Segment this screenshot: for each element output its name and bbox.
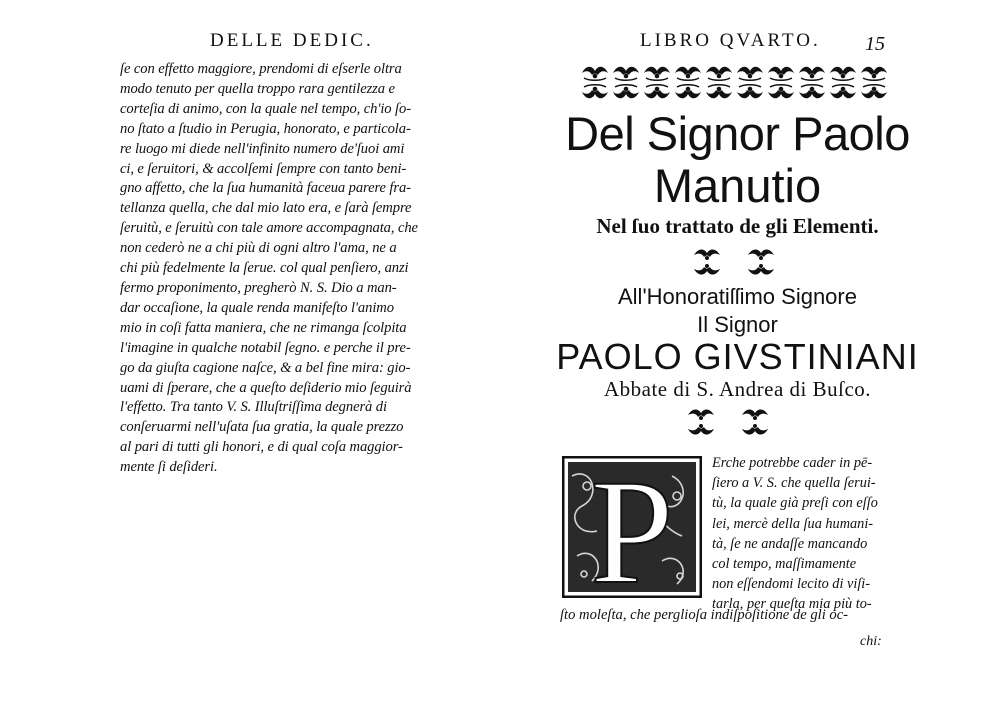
text-line: mio in coſi fatta maniera, che ne rimanga ſcolpita — [120, 319, 407, 336]
running-head-right: LIBRO QVARTO. — [640, 30, 821, 51]
text-line: dar occaſione, la quale renda manifeſto l'animo — [120, 299, 394, 316]
text-line: go da giuſta cagione naſce, & a bel fine mira: gio- — [120, 359, 411, 376]
text-line: tù, la quale già preſi con eſſo — [712, 495, 878, 512]
text-line: non eſſendomi lecito di viſi- — [712, 576, 871, 593]
text-line: chi più fedelmente la ſerue. col qual penſiero, anzi — [120, 260, 409, 277]
catchword: chi: — [860, 634, 882, 649]
text-line: l'effetto. Tra tanto V. S. Illuſtriſſima degnerà di — [120, 399, 387, 416]
text-line: re luogo mi diede nell'infinito numero de'ſuoi ami — [120, 140, 405, 157]
title-line-2: Manutio — [653, 159, 822, 212]
text-line: tà, ſe ne andaſſe mancando — [712, 535, 868, 552]
dedicatee-title: Abbate di S. Andrea di Buſco. — [603, 377, 872, 401]
text-line: l'imagine in qualche notabil ſegno. e perche il pre- — [120, 339, 411, 356]
text-line: ſiero a V. S. che quella ſerui- — [712, 475, 876, 492]
dedicatee-name: PAOLO GIVSTINIANI — [556, 336, 919, 377]
dedication-line-2: Il Signor — [697, 312, 778, 337]
text-line: modo tenuto per quella troppo rara gentilezza e — [120, 80, 395, 97]
text-line: gno affetto, che la ſua humanità faceua parere fra- — [120, 180, 411, 197]
fleuron-pair-icon — [688, 248, 788, 276]
text-line: non cederò ne a chi più di ogni altro l'ama, ne a — [120, 240, 397, 257]
text-line: conſeruarmi nell'uſata ſua gratia, la quale prezzo — [120, 419, 404, 436]
text-line: tarla, per queſta mia più to- — [712, 596, 872, 613]
text-line: lei, mercè della ſua humani- — [712, 515, 874, 532]
subtitle: Nel ſuo trattato de gli Elementi. — [596, 214, 879, 238]
dedication-line-1: All'Honoratiſſimo Signore — [618, 284, 857, 309]
text-line: ſto moleſta, che perglioſa indiſpoſitione de gli oc- — [560, 607, 849, 623]
page-number: 15 — [865, 33, 885, 55]
text-line: Erche potrebbe cader in pē- — [712, 455, 873, 471]
text-line: tellanza quella, che dal mio lato era, e ſarà ſempre — [120, 200, 412, 217]
text-line: col tempo, maſſimamente — [712, 556, 857, 573]
text-line: al pari di tutti gli honori, e di qual coſa maggior- — [120, 439, 403, 456]
right-page — [500, 0, 1000, 714]
text-line: fermo proponimento, pregherò N. S. Dio a man- — [120, 279, 397, 296]
text-line: mente ſi deſideri. — [120, 459, 218, 476]
text-line: uami di ſperare, che a queſto deſiderio mio ſeguirà — [120, 379, 412, 396]
text-line: no ſtato a ſtudio in Perugia, honorato, e particola- — [120, 120, 411, 137]
drop-cap-letter: P — [590, 456, 674, 598]
fleuron-pair-icon — [682, 408, 782, 436]
running-head-left: DELLE DEDIC. — [210, 30, 374, 51]
text-line: ſe con effetto maggiore, prendomi di eſserle oltra — [120, 61, 402, 77]
text-line: ſeruitù, e ſeruitù con tale amore accompagnata, che — [120, 220, 418, 237]
text-line: ci, e ſeruitori, & accolſemi ſempre con tanto beni- — [120, 160, 407, 177]
drop-cap-woodcut — [562, 456, 702, 598]
title-line-1: Del Signor Paolo — [565, 107, 910, 160]
letter-text-beside-cap — [712, 453, 912, 615]
left-body-text — [120, 60, 480, 478]
text-line: corteſia di animo, con la quale nel tempo, ch'io ſo- — [120, 100, 411, 117]
fleuron-band-icon — [580, 64, 892, 102]
letter-text-full-width — [560, 606, 920, 625]
